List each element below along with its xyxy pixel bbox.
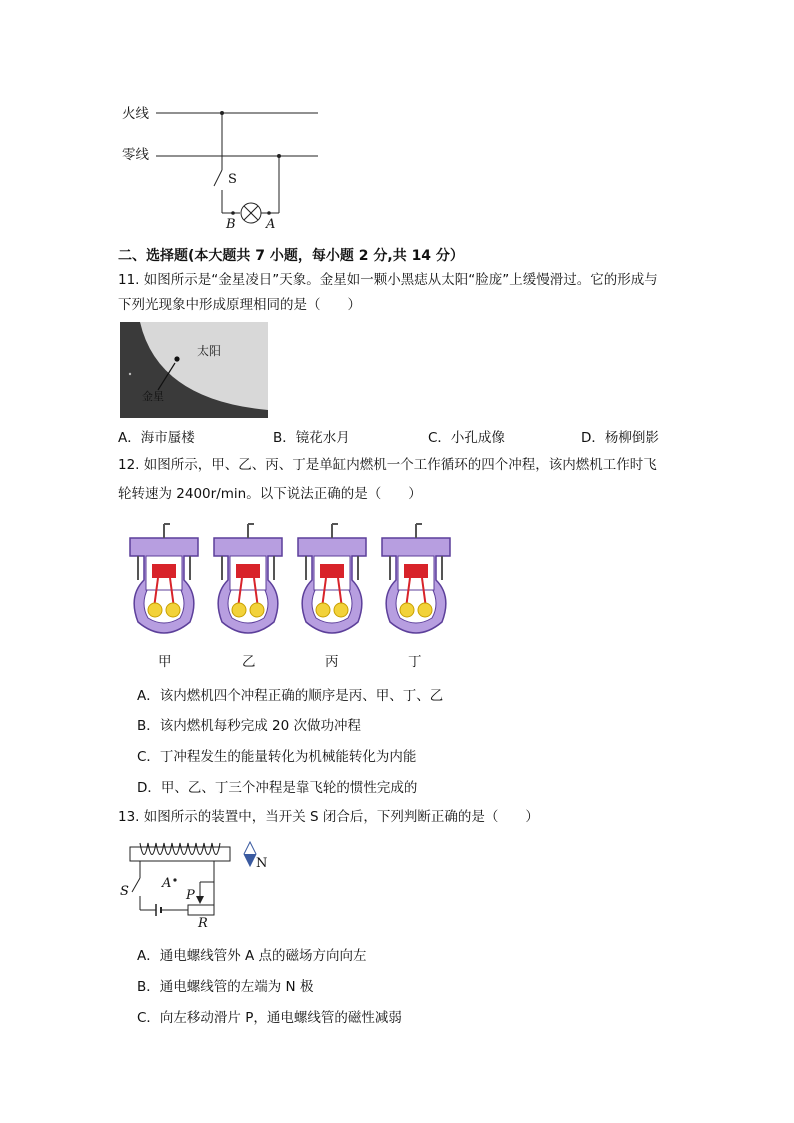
q11-option-c[interactable]: C．小孔成像: [428, 430, 505, 446]
compass-n-label: N: [256, 856, 268, 871]
slider-p-arrow: [196, 896, 204, 904]
engine-strokes-figure: [124, 518, 464, 648]
switch-s-blade: [132, 878, 140, 892]
point-b-label: B: [226, 217, 236, 232]
engine-label-jia: 甲: [158, 654, 172, 670]
q13-option-b[interactable]: B．通电螺线管的左端为 N 极: [137, 979, 314, 995]
venus-label: 金星: [142, 390, 164, 403]
rheostat-r: [188, 905, 214, 915]
live-wire-label: 火线: [122, 106, 149, 122]
point-b-dot: [231, 211, 235, 215]
q11-option-d[interactable]: D．杨柳倒影: [581, 430, 659, 446]
slider-p-label: P: [186, 888, 195, 903]
sun-label: 太阳: [197, 344, 222, 358]
household-circuit-diagram: [118, 100, 338, 230]
q12-option-d[interactable]: D．甲、乙、丁三个冲程是靠飞轮的惯性完成的: [137, 780, 418, 796]
solenoid-circuit-diagram: [118, 838, 278, 934]
q12-option-a[interactable]: A．该内燃机四个冲程正确的顺序是丙、甲、丁、乙: [137, 688, 444, 704]
rheostat-r-label: R: [198, 916, 208, 931]
q11-option-a[interactable]: A．海市蜃楼: [118, 430, 195, 446]
switch-s-label: S: [120, 884, 129, 899]
engine-label-bing: 丙: [325, 654, 339, 670]
point-a-dot: [173, 878, 176, 881]
neutral-wire-label: 零线: [122, 147, 149, 163]
venus-dot: [174, 356, 179, 361]
engine-jia-icon: [130, 524, 198, 633]
compass-needle-n-end: [244, 854, 256, 866]
q13-stem-line1: 13. 如图所示的装置中，当开关 S 闭合后，下列判断正确的是（ ）: [118, 809, 539, 825]
engine-ding-icon: [382, 524, 450, 633]
engine-bing-icon: [298, 524, 366, 633]
venus-transit-photo: [120, 322, 268, 418]
q12-option-b[interactable]: B．该内燃机每秒完成 20 次做功冲程: [137, 718, 362, 734]
section-heading: 二、选择题(本大题共 7 小题，每小题 2 分,共 14 分）: [118, 248, 464, 264]
q12-option-c[interactable]: C．丁冲程发生的能量转化为机械能转化为内能: [137, 749, 417, 765]
point-a-label: A: [266, 217, 276, 232]
engine-yi-icon: [214, 524, 282, 633]
point-a-label: A: [162, 876, 172, 891]
q12-stem-line1: 12. 如图所示，甲、乙、丙、丁是单缸内燃机一个工作循环的四个冲程，该内燃机工作时飞: [118, 457, 657, 473]
q13-option-c[interactable]: C．向左移动滑片 P，通电螺线管的磁性减弱: [137, 1010, 402, 1026]
engine-label-yi: 乙: [242, 654, 256, 670]
q11-stem-line2: 下列光现象中形成原理相同的是（ ）: [118, 297, 361, 313]
q12-stem-line2: 轮转速为 2400r/min。以下说法正确的是（ ）: [118, 486, 422, 502]
star-speck: [129, 373, 131, 375]
engine-label-ding: 丁: [408, 654, 422, 670]
q11-option-b[interactable]: B．镜花水月: [273, 430, 350, 446]
switch-label: S: [228, 172, 237, 187]
circuit-svg: [118, 100, 338, 230]
point-a-dot: [267, 211, 271, 215]
switch-blade: [214, 170, 222, 186]
q13-option-a[interactable]: A．通电螺线管外 A 点的磁场方向向左: [137, 948, 367, 964]
q11-stem-line1: 11. 如图所示是“金星凌日”天象。金星如一颗小黑痣从太阳“脸庞”上缓慢滑过。它的形成与: [118, 272, 658, 288]
